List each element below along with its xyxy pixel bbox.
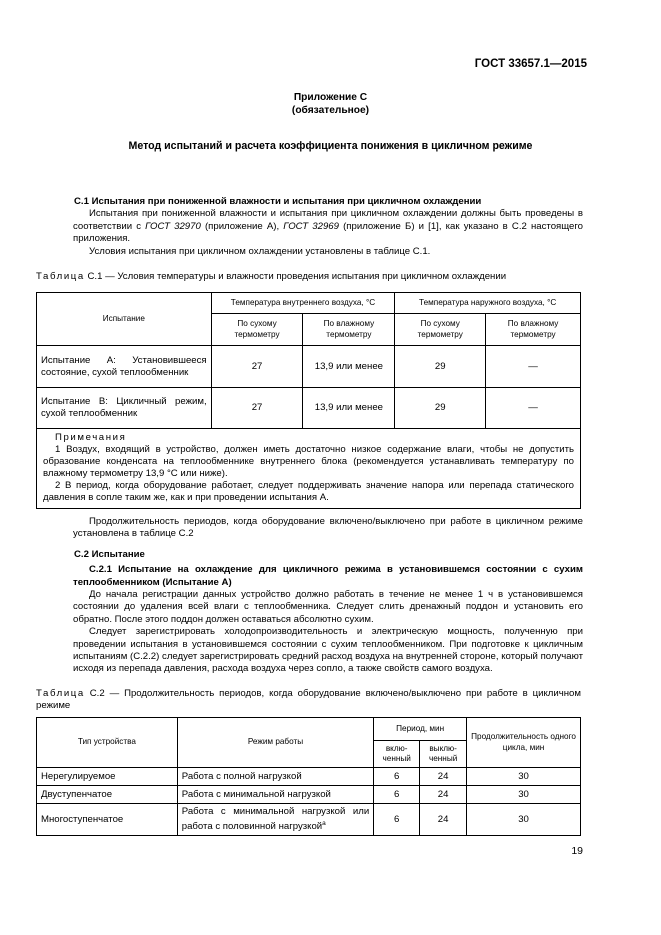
operating-mode: Работа с минимальной нагрузкой: [177, 786, 373, 804]
standard-code: ГОСТ 33657.1—2015: [474, 58, 587, 70]
cycle-duration: 30: [467, 768, 581, 786]
period-on: 6: [374, 804, 420, 836]
period-off: 24: [420, 786, 467, 804]
device-type: Нерегулируемое: [37, 768, 178, 786]
device-type: Многоступенчатое: [37, 804, 178, 836]
test-name: Испытание В: Цикличный режим, сухой теплообменник: [37, 388, 212, 429]
table-c2-header-mode: Режим работы: [177, 718, 373, 768]
indoor-wet-value: 13,9 или менее: [303, 346, 395, 388]
gost-32969-ref: ГОСТ 32969: [283, 220, 339, 232]
section-c21-paragraph-1: До начала регистрации данных устройство должно работать в течение не менее 1 ч в установившемся состоянии до удаления всей влаги с теплообменника. Следует слить дренажный поддон и установить его обратно. После этого поддон должен оставаться абсолютно сухим.: [73, 589, 583, 625]
table-row: [37, 768, 581, 786]
table-c1-header-outdoor-wet: По влажному термометру: [486, 314, 581, 346]
device-type: Двуступенчатое: [37, 786, 178, 804]
period-on: 6: [374, 768, 420, 786]
table-c1-header-outdoor: Температура наружного воздуха, °С: [395, 293, 581, 314]
table-row: [37, 786, 581, 804]
cycle-duration: 30: [467, 804, 581, 836]
appendix-title: Приложение С: [293, 92, 368, 103]
table-c1-caption: Таблица С.1 — Условия температуры и влажности проведения испытания при цикличном охлаждении: [36, 271, 507, 282]
indoor-dry-value: 27: [211, 388, 303, 429]
table-row: [37, 388, 581, 429]
note-2: 2 В период, когда оборудование работает, следует поддерживать значение напора или перепада статического давления в сопле таким же, как и при проведении испытания А.: [43, 480, 574, 503]
footnote-marker: a: [322, 820, 326, 827]
section-c1: [73, 196, 583, 258]
table-row: [37, 804, 581, 836]
appendix-status: (обязательное): [291, 105, 370, 116]
section-c2-heading: С.2 Испытание: [74, 548, 145, 560]
section-c2-block: [73, 516, 583, 676]
cycle-duration: 30: [467, 786, 581, 804]
notes-title: Примечания: [55, 432, 127, 443]
table-c1-header-indoor: Температура внутреннего воздуха, °С: [211, 293, 395, 314]
table-c1: [36, 292, 581, 509]
section-c1-paragraph-2: Условия испытания при цикличном охлаждении установлены в таблице С.1.: [89, 245, 431, 257]
table-c1-header-outdoor-dry: По сухому термометру: [395, 314, 486, 346]
page-number: 19: [571, 845, 583, 857]
section-c21-paragraph-2: Следует зарегистрировать холодопроизводительность и электрическую мощность, полученную при проведении испытания в установившемся состоянии с сухим теплообменником. При подготовке к цикличным испытаниям (С.2.2) следует зарегистрировать средний расход воздуха на внутренней стороне, который получают исходя из перепада давления, расхода воздуха через сопло, а также свойств самого воздуха.: [73, 626, 583, 675]
outdoor-dry-value: 29: [395, 346, 486, 388]
table-c1-header-indoor-dry: По сухому термометру: [211, 314, 303, 346]
operating-mode: Работа с минимальной нагрузкой или работа с половинной нагрузкой$^a$: [177, 804, 373, 836]
outdoor-wet-value: —: [486, 388, 581, 429]
table-c1-header-indoor-wet: По влажному термометру: [303, 314, 395, 346]
indoor-wet-value: 13,9 или менее: [303, 388, 395, 429]
page-title: Метод испытаний и расчета коэффициента понижения в цикличном режиме: [128, 140, 533, 152]
period-on: 6: [374, 786, 420, 804]
table-c2-header-period: Период, мин: [374, 718, 467, 741]
operating-mode: Работа с полной нагрузкой: [177, 768, 373, 786]
period-off: 24: [420, 804, 467, 836]
table-c1-notes: [37, 429, 581, 509]
test-name: Испытание А: Установившееся состояние, сухой теплообменник: [37, 346, 212, 388]
section-c1-heading: С.1 Испытания при пониженной влажности и испытания при цикличном охлаждении: [74, 196, 482, 207]
table-row: [37, 346, 581, 388]
table-c2-caption: Таблица С.2 — Продолжительность периодов, когда оборудование включено/выключено при работе в цикличном режиме: [36, 688, 581, 712]
period-off: 24: [420, 768, 467, 786]
section-c1-paragraph: Испытания при пониженной влажности и испытания при цикличном охлаждении должны быть проведены в соответствии с ГОСТ 32970 (приложение А), ГОСТ 32969 (приложение Б) и [1], как указано в С.2 настоящего приложения.: [73, 208, 583, 245]
section-c21-heading: С.2.1 Испытание на охлаждение для цикличного режима в установившемся состоянии с сухим теплообменником (Испытание А): [73, 564, 583, 588]
outdoor-dry-value: 29: [395, 388, 486, 429]
note-1: 1 Воздух, входящий в устройство, должен иметь достаточно низкое содержание влаги, чтобы не допустить образование конденсата на теплообменнике внутреннего блока (рекомендуется устанавливать температуру по влажному термометру 13,9 °С или ниже).: [43, 444, 574, 479]
after-table-c1-paragraph: Продолжительность периодов, когда оборудование включено/выключено при работе в цикличном режиме установлена в таблице С.2: [73, 516, 583, 540]
table-c2-header-on: вклю-ченный: [374, 741, 420, 768]
outdoor-wet-value: —: [486, 346, 581, 388]
table-c2-header-type: Тип устройства: [37, 718, 178, 768]
table-c2-header-duration: Продолжительность одного цикла, мин: [467, 718, 581, 768]
table-c2: [36, 717, 581, 836]
indoor-dry-value: 27: [211, 346, 303, 388]
table-c1-header-test: Испытание: [37, 293, 212, 346]
table-c2-header-off: выклю-ченный: [420, 741, 467, 768]
gost-32970-ref: ГОСТ 32970: [145, 220, 201, 232]
appendix-heading: [0, 91, 661, 117]
